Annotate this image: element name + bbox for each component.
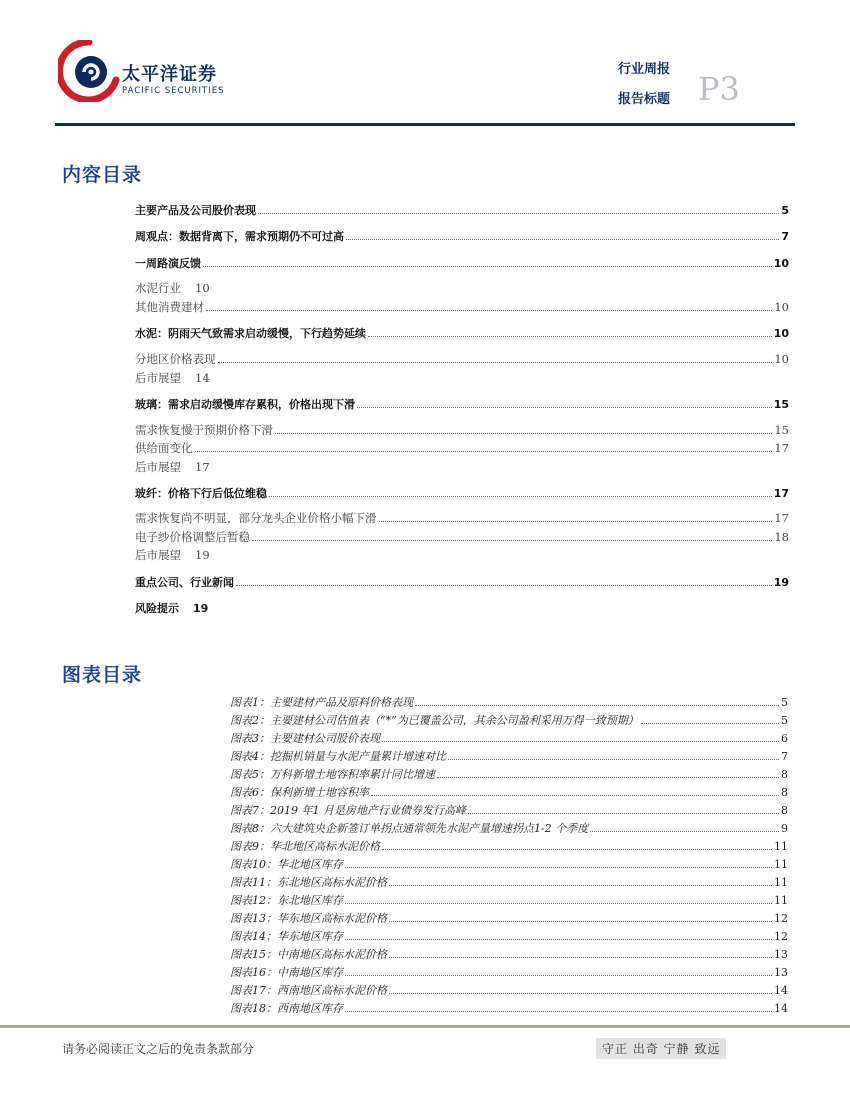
toc-entry[interactable]: 风险提示 19 bbox=[135, 602, 209, 615]
figure-entry[interactable]: 图表14：华东地区库存 12 bbox=[230, 930, 788, 943]
figure-entry[interactable]: 图表8：六大建筑央企新签订单拐点通常领先水泥产量增速拐点1-2 个季度 9 bbox=[230, 822, 788, 835]
pacific-securities-logo-icon bbox=[58, 40, 120, 102]
brand-name-cn: 太平洋证券 bbox=[122, 64, 217, 85]
figure-entry[interactable]: 图表7：2019 年1 月是房地产行业债券发行高峰 8 bbox=[230, 804, 788, 817]
toc-entry[interactable]: 玻璃：需求启动缓慢库存累积，价格出现下滑 15 bbox=[135, 398, 789, 411]
brand-name-en: PACIFIC SECURITIES bbox=[122, 86, 225, 96]
figure-entry[interactable]: 图表6：保利新增土地容积率 8 bbox=[230, 786, 788, 799]
figure-entry[interactable]: 图表9：华北地区高标水泥价格 11 bbox=[230, 840, 788, 853]
page-header bbox=[0, 0, 850, 130]
toc-entry[interactable]: 供给面变化 17 bbox=[135, 441, 789, 455]
report-type: 行业周报 bbox=[618, 62, 671, 77]
toc-entry[interactable]: 后市展望 19 bbox=[135, 548, 210, 562]
figure-entry[interactable]: 图表5：万科新增土地容积率累计同比增速 8 bbox=[230, 768, 788, 781]
toc-entry[interactable]: 后市展望 14 bbox=[135, 371, 210, 385]
footer-disclaimer: 请务必阅读正文之后的免责条款部分 bbox=[62, 1042, 255, 1056]
figure-entry[interactable]: 图表13：华东地区高标水泥价格 12 bbox=[230, 912, 788, 925]
toc-entry[interactable]: 需求恢复慢于预期价格下滑 15 bbox=[135, 423, 789, 437]
toc-entry[interactable]: 分地区价格表现 10 bbox=[135, 352, 789, 366]
toc-entry[interactable]: 一周路演反馈 10 bbox=[135, 257, 789, 270]
toc-entry[interactable]: 水泥：阴雨天气致需求启动缓慢，下行趋势延续 10 bbox=[135, 327, 789, 340]
figure-entry[interactable]: 图表17：西南地区高标水泥价格 14 bbox=[230, 984, 788, 997]
toc-entry[interactable]: 玻纤：价格下行后低位维稳 17 bbox=[135, 487, 789, 500]
toc-entry[interactable]: 水泥行业 10 bbox=[135, 281, 210, 295]
toc-title: 内容目录 bbox=[62, 164, 143, 186]
footer-motto: 守正 出奇 宁静 致远 bbox=[596, 1038, 726, 1059]
toc-entry[interactable]: 电子纱价格调整后暂稳 18 bbox=[135, 530, 789, 544]
figures-title: 图表目录 bbox=[62, 664, 143, 686]
figure-entry[interactable]: 图表3：主要建材公司股价表现 6 bbox=[230, 732, 788, 745]
figure-entry[interactable]: 图表18：西南地区库存 14 bbox=[230, 1002, 788, 1015]
toc-entry[interactable]: 其他消费建材 10 bbox=[135, 300, 789, 314]
figure-entry[interactable]: 图表2：主要建材公司估值表（“*”为已覆盖公司，其余公司盈利采用万得一致预期） 5 bbox=[230, 714, 788, 727]
page-number: P3 bbox=[698, 70, 740, 108]
toc-entry[interactable]: 需求恢复尚不明显，部分龙头企业价格小幅下滑 17 bbox=[135, 511, 789, 525]
header-divider bbox=[55, 123, 795, 126]
figure-entry[interactable]: 图表16：中南地区库存 13 bbox=[230, 966, 788, 979]
figure-entry[interactable]: 图表4：挖掘机销量与水泥产量累计增速对比 7 bbox=[230, 750, 788, 763]
report-title: 报告标题 bbox=[618, 92, 671, 107]
toc-entry[interactable]: 周观点：数据背离下，需求预期仍不可过高 7 bbox=[135, 230, 789, 243]
footer-divider bbox=[0, 1025, 850, 1028]
figure-entry[interactable]: 图表1：主要建材产品及原料价格表现 5 bbox=[230, 696, 788, 709]
figure-entry[interactable]: 图表11：东北地区高标水泥价格 11 bbox=[230, 876, 788, 889]
toc-entry[interactable]: 后市展望 17 bbox=[135, 460, 210, 474]
toc-entry[interactable]: 重点公司、行业新闻 19 bbox=[135, 576, 789, 589]
figure-entry[interactable]: 图表15：中南地区高标水泥价格 13 bbox=[230, 948, 788, 961]
toc-entry[interactable]: 主要产品及公司股价表现 5 bbox=[135, 204, 789, 217]
figure-entry[interactable]: 图表12：东北地区库存 11 bbox=[230, 894, 788, 907]
figure-entry[interactable]: 图表10：华北地区库存 11 bbox=[230, 858, 788, 871]
